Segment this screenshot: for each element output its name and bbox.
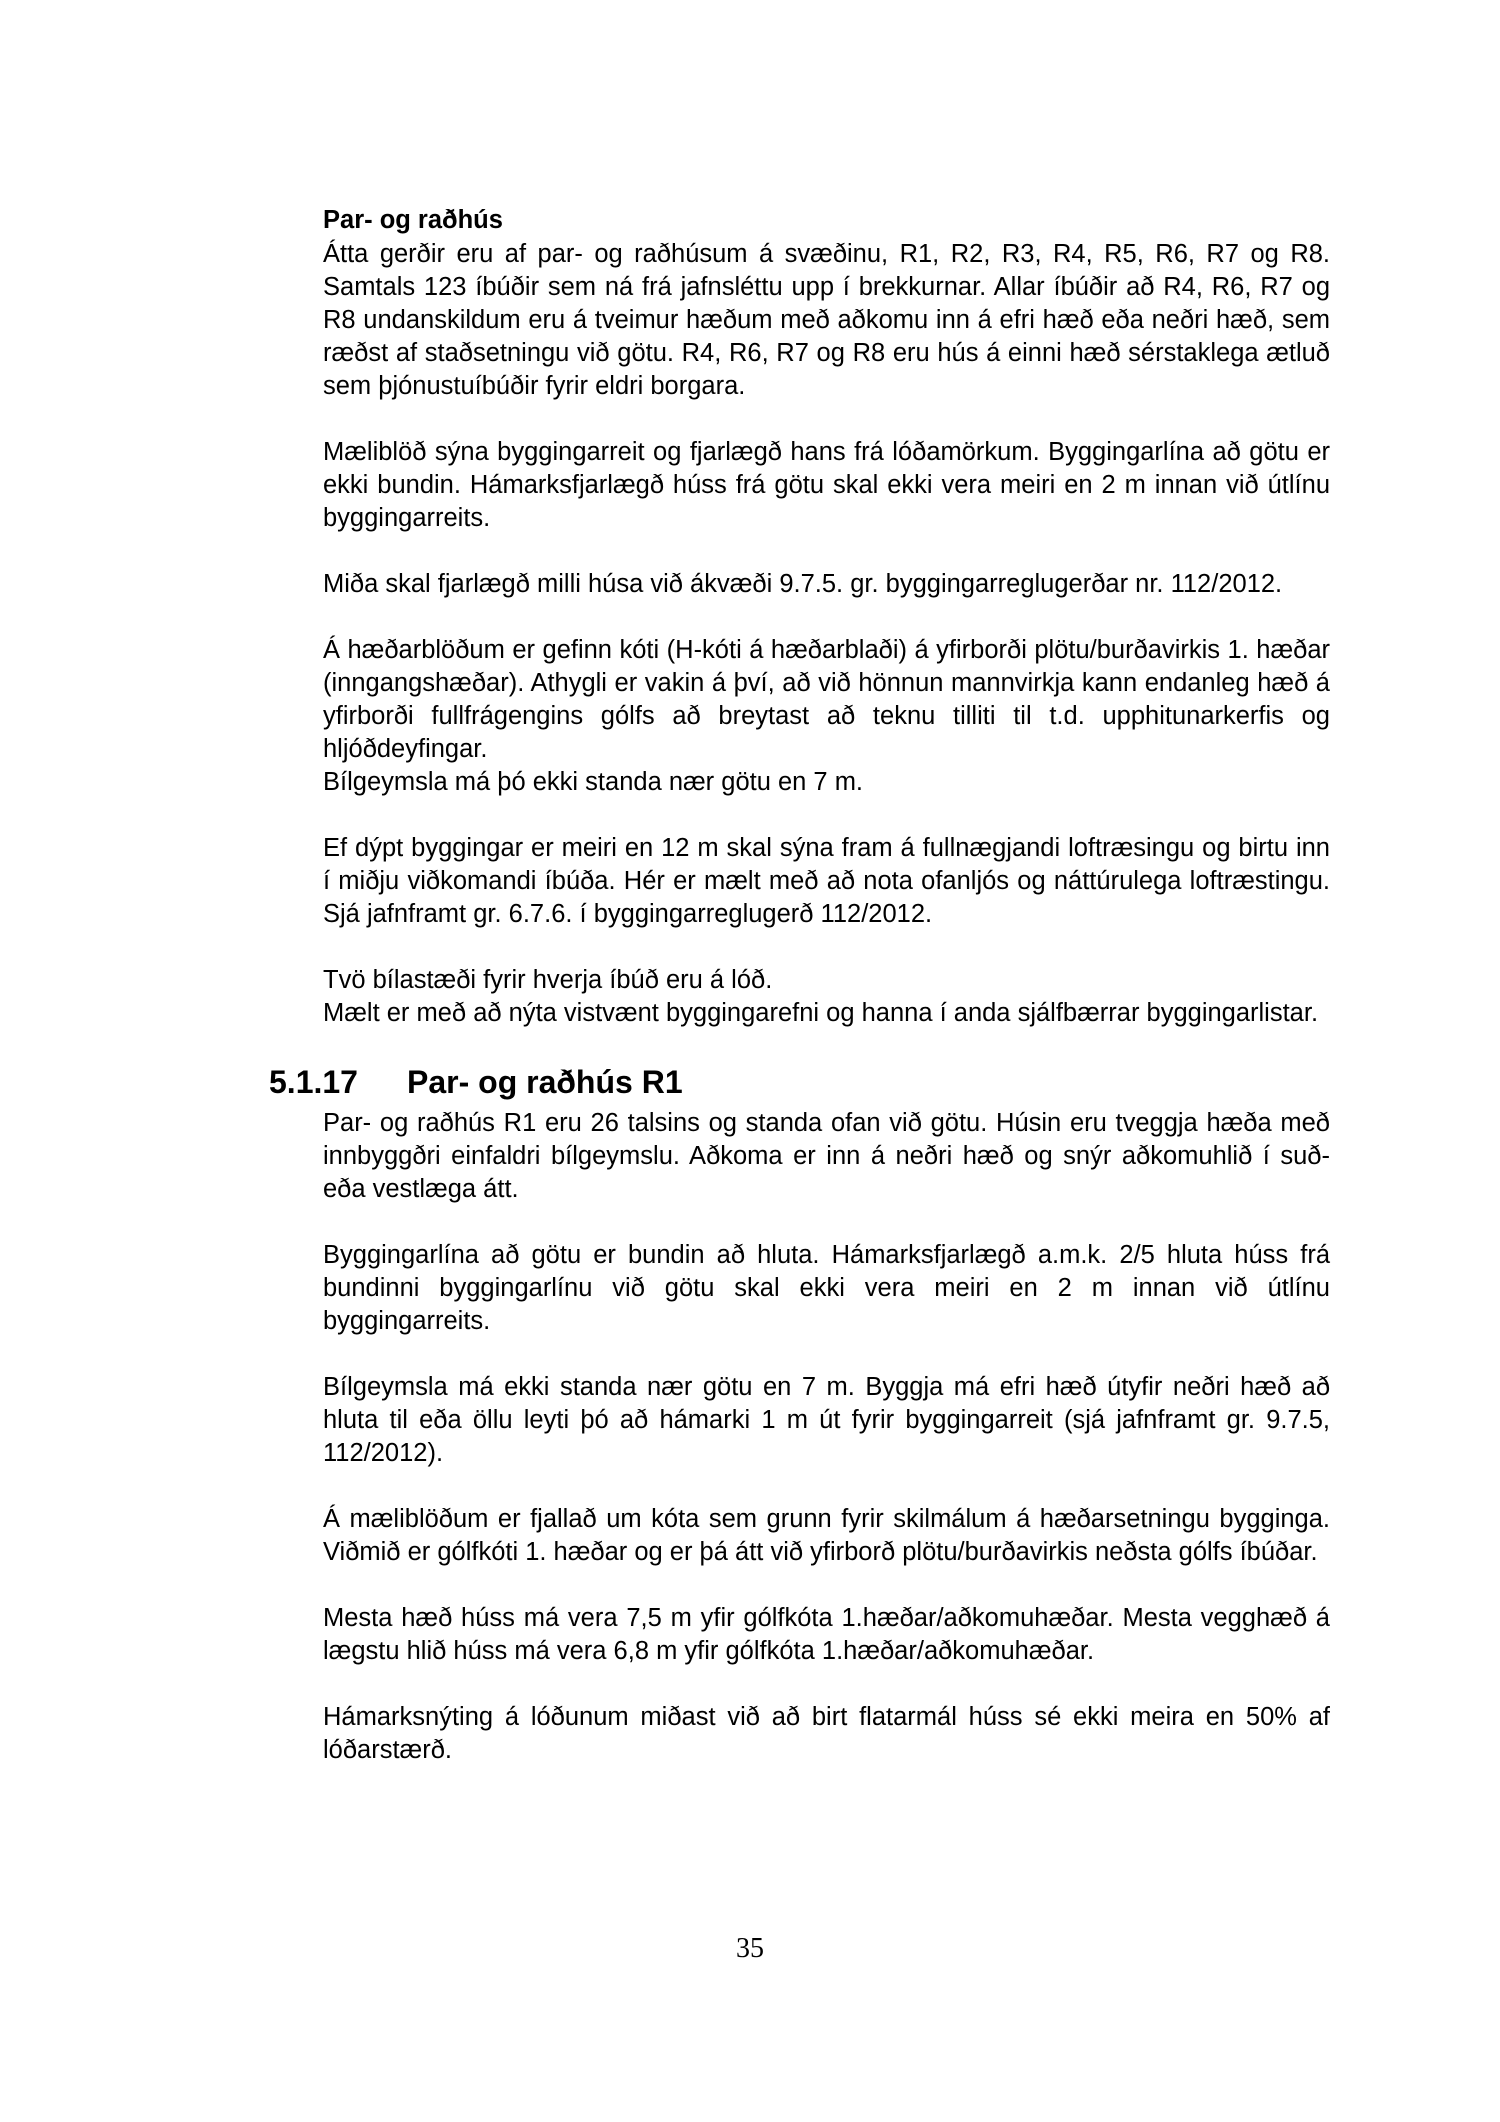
section-paragraph-4: Á mæliblöðum er fjallað um kóta sem grunn fyrir skilmálum á hæðarsetningu bygginga. Viðmið er gólfkóti 1. hæðar og er þá átt við yfirborð plötu/burðavirkis neðsta gólfs íbúðar.: [323, 1505, 1330, 1566]
section-number: 5.1.17: [269, 1064, 358, 1100]
page-content: [269, 204, 1330, 1800]
section-heading: [269, 1063, 1330, 1101]
section-paragraph-6: Hámarksnýting á lóðunum miðast við að birt flatarmál húss sé ekki meira en 50% af lóðarstærð.: [323, 1703, 1330, 1764]
page-number: 35: [736, 1933, 764, 1964]
section-paragraph-3: Bílgeymsla má ekki standa nær götu en 7 m. Byggja má efri hæð útyfir neðri hæð að hluta til eða öllu leyti þó að hámarki 1 m út fyrir byggingarreit (sjá jafnframt gr. 9.7.5, 112/2012).: [323, 1373, 1330, 1467]
intro-paragraph-8: Mælt er með að nýta vistvænt byggingarefni og hanna í anda sjálfbærrar byggingarlistar.: [323, 999, 1319, 1027]
intro-paragraph-6: Ef dýpt byggingar er meiri en 12 m skal sýna fram á fullnægjandi loftræsingu og birtu inn í miðju viðkomandi íbúða. Hér er mælt með að nota ofanljós og náttúrulega loftræstingu. Sjá jafnframt gr. 6.7.6. í byggingarreglugerð 112/2012.: [323, 834, 1330, 928]
intro-paragraph-4: Á hæðarblöðum er gefinn kóti (H-kóti á hæðarblaði) á yfirborði plötu/burðavirkis 1. hæðar (inngangshæðar). Athygli er vakin á því, að við hönnun mannvirkja kann endanleg hæð á yfirborði fullfrágengins gólfs að breytast að teknu tilliti til t.d. upphitunarkerfis og hljóðdeyfingar.: [323, 636, 1330, 763]
intro-paragraph-3: Miða skal fjarlægð milli húsa við ákvæði 9.7.5. gr. byggingarreglugerðar nr. 112/2012.: [323, 570, 1283, 598]
section-title: Par- og raðhús R1: [407, 1064, 683, 1100]
section-paragraph-1: Par- og raðhús R1 eru 26 talsins og standa ofan við götu. Húsin eru tveggja hæða með innbyggðri einfaldri bílgeymslu. Aðkoma er inn á neðri hæð og snýr aðkomuhlið í suð- eða vestlæga átt.: [323, 1109, 1330, 1203]
intro-paragraph-1: Átta gerðir eru af par- og raðhúsum á svæðinu, R1, R2, R3, R4, R5, R6, R7 og R8. Samtals 123 íbúðir sem ná frá jafnsléttu upp í brekkurnar. Allar íbúðir að R4, R6, R7 og R8 undanskildum eru á tveimur hæðum með aðkomu inn á efri hæð eða neðri hæð, sem ræðst af staðsetningu við götu. R4, R6, R7 og R8 eru hús á einni hæð sérstaklega ætluð sem þjónustuíbúðir fyrir eldri borgara.: [323, 240, 1330, 400]
intro-heading: Par- og raðhús: [323, 206, 503, 234]
intro-paragraph-7: Tvö bílastæði fyrir hverja íbúð eru á lóð.: [323, 966, 773, 994]
intro-paragraph-5: Bílgeymsla má þó ekki standa nær götu en 7 m.: [323, 768, 864, 796]
intro-paragraph-2: Mæliblöð sýna byggingarreit og fjarlægð hans frá lóðamörkum. Byggingarlína að götu er ekki bundin. Hámarksfjarlægð húss frá götu skal ekki vera meiri en 2 m innan við útlínu byggingarreits.: [323, 438, 1330, 532]
section-paragraph-5: Mesta hæð húss má vera 7,5 m yfir gólfkóta 1.hæðar/aðkomuhæðar. Mesta vegghæð á lægstu hlið húss má vera 6,8 m yfir gólfkóta 1.hæðar/aðkomuhæðar.: [323, 1604, 1330, 1665]
section-paragraph-2: Byggingarlína að götu er bundin að hluta. Hámarksfjarlægð a.m.k. 2/5 hluta húss frá bundinni byggingarlínu við götu skal ekki vera meiri en 2 m innan við útlínu byggingarreits.: [323, 1241, 1330, 1335]
